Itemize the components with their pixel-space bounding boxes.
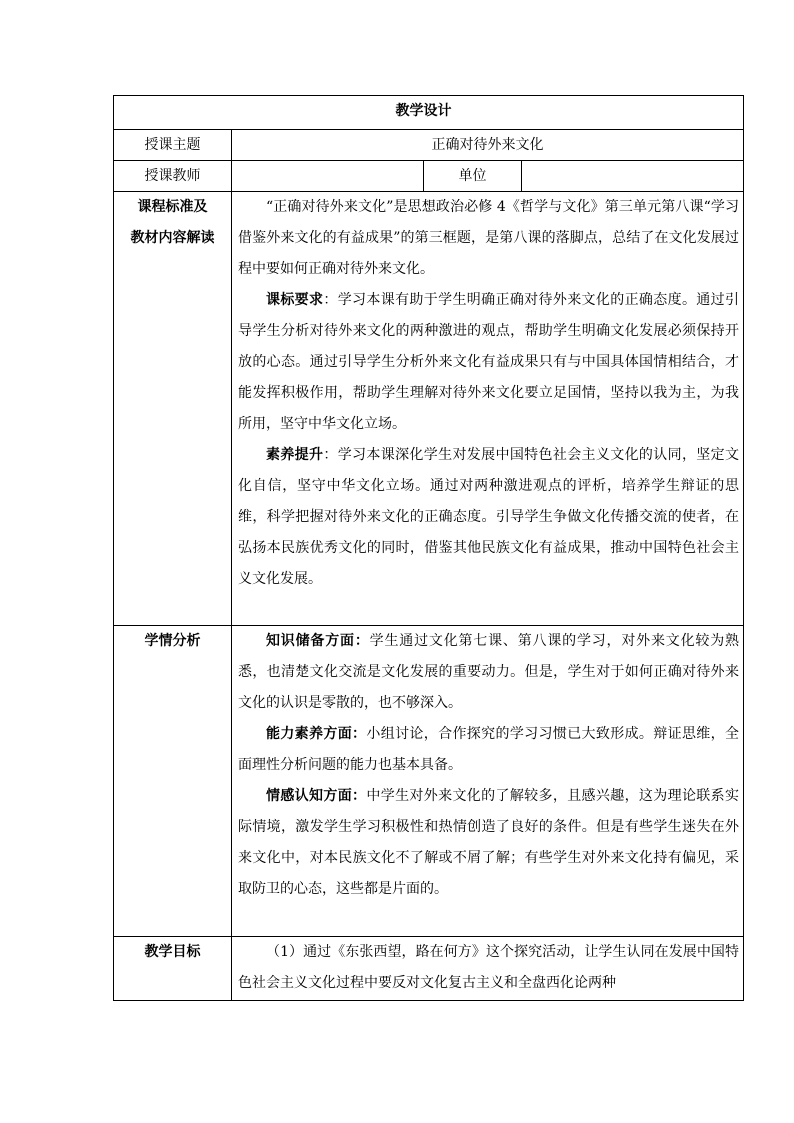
knowledge-paragraph	[238, 626, 739, 719]
analysis-content	[232, 626, 744, 937]
analysis-label: 学情分析	[114, 626, 232, 937]
knowledge-text: 学生通过文化第七课、第八课的学习，对外来文化较为熟悉，也清楚文化交流是文化发展的重要动力。但是，学生对于如何正确对待外来文化的认识是零散的，也不够深入。	[238, 633, 740, 711]
ability-paragraph	[238, 719, 739, 781]
ability-heading: 能力素养方面：	[266, 726, 367, 742]
standards-label	[114, 192, 232, 626]
literacy-text: ：学习本课深化学生对发展中国特色社会主义文化的认同，坚定文化自信，坚守中华文化立场。通过对两种激进观点的评析，培养学生辩证的思维，科学把握对待外来文化的正确态度。引导学生争做文化传播交流的使者，在弘扬本民族优秀文化的同时，借鉴其他民族文化有益成果，推动中国特色社会主义文化发展。	[238, 447, 739, 587]
table-title: 教学设计	[114, 96, 744, 130]
goals-content	[232, 937, 744, 1001]
lesson-plan-table	[113, 95, 744, 1001]
knowledge-heading: 知识储备方面：	[266, 633, 370, 649]
emotion-heading: 情感认知方面：	[266, 788, 367, 804]
topic-label: 授课主题	[114, 130, 232, 161]
unit-label: 单位	[424, 161, 522, 192]
ability-text: 小组讨论，合作探究的学习习惯已大致形成。辩证思维，全面理性分析问题的能力也基本具备。	[238, 726, 739, 773]
standards-label-line1: 课程标准及	[137, 199, 208, 215]
requirement-text: ：学习本课有助于学生明确正确对待外来文化的正确态度。通过引导学生分析对待外来文化的两种激进的观点，帮助学生明确文化发展必须保持开放的心态。通过引导学生分析外来文化有益成果只有与中国具体国情相结合，才能发挥积极作用，帮助学生理解对待外来文化要立足国情，坚持以我为主，为我所用，坚守中华文化立场。	[238, 292, 739, 432]
lesson-plan-page	[113, 95, 743, 1001]
goals-paragraph: （1）通过《东张西望，路在何方》这个探究活动，让学生认同在发展中国特色社会主义文化过程中要反对文化复古主义和全盘西化论两种	[238, 944, 739, 991]
emotion-paragraph	[238, 781, 739, 905]
standards-label-line2: 教材内容解读	[130, 230, 215, 246]
standards-literacy-paragraph	[238, 440, 739, 595]
teacher-label: 授课教师	[114, 161, 232, 192]
standards-content	[232, 192, 744, 626]
standards-requirement-paragraph	[238, 285, 739, 440]
goals-label: 教学目标	[114, 937, 232, 1001]
literacy-heading: 素养提升	[266, 447, 324, 463]
standards-paragraph: “正确对待外来文化”是思想政治必修 4《哲学与文化》第三单元第八课“学习借鉴外来文化的有益成果”的第三框题，是第八课的落脚点，总结了在文化发展过程中要如何正确对待外来文化。	[238, 199, 739, 277]
teacher-value[interactable]	[232, 161, 424, 192]
requirement-heading: 课标要求	[266, 292, 324, 308]
topic-value: 正确对待外来文化	[232, 130, 744, 161]
unit-value[interactable]	[522, 161, 744, 192]
emotion-text: 中学生对外来文化的了解较多，且感兴趣，这为理论联系实际情境，激发学生学习积极性和热情创造了良好的条件。但是有些学生迷失在外来文化中，对本民族文化不了解或不屑了解；有些学生对外来文化持有偏见，采取防卫的心态，这些都是片面的。	[238, 788, 739, 897]
